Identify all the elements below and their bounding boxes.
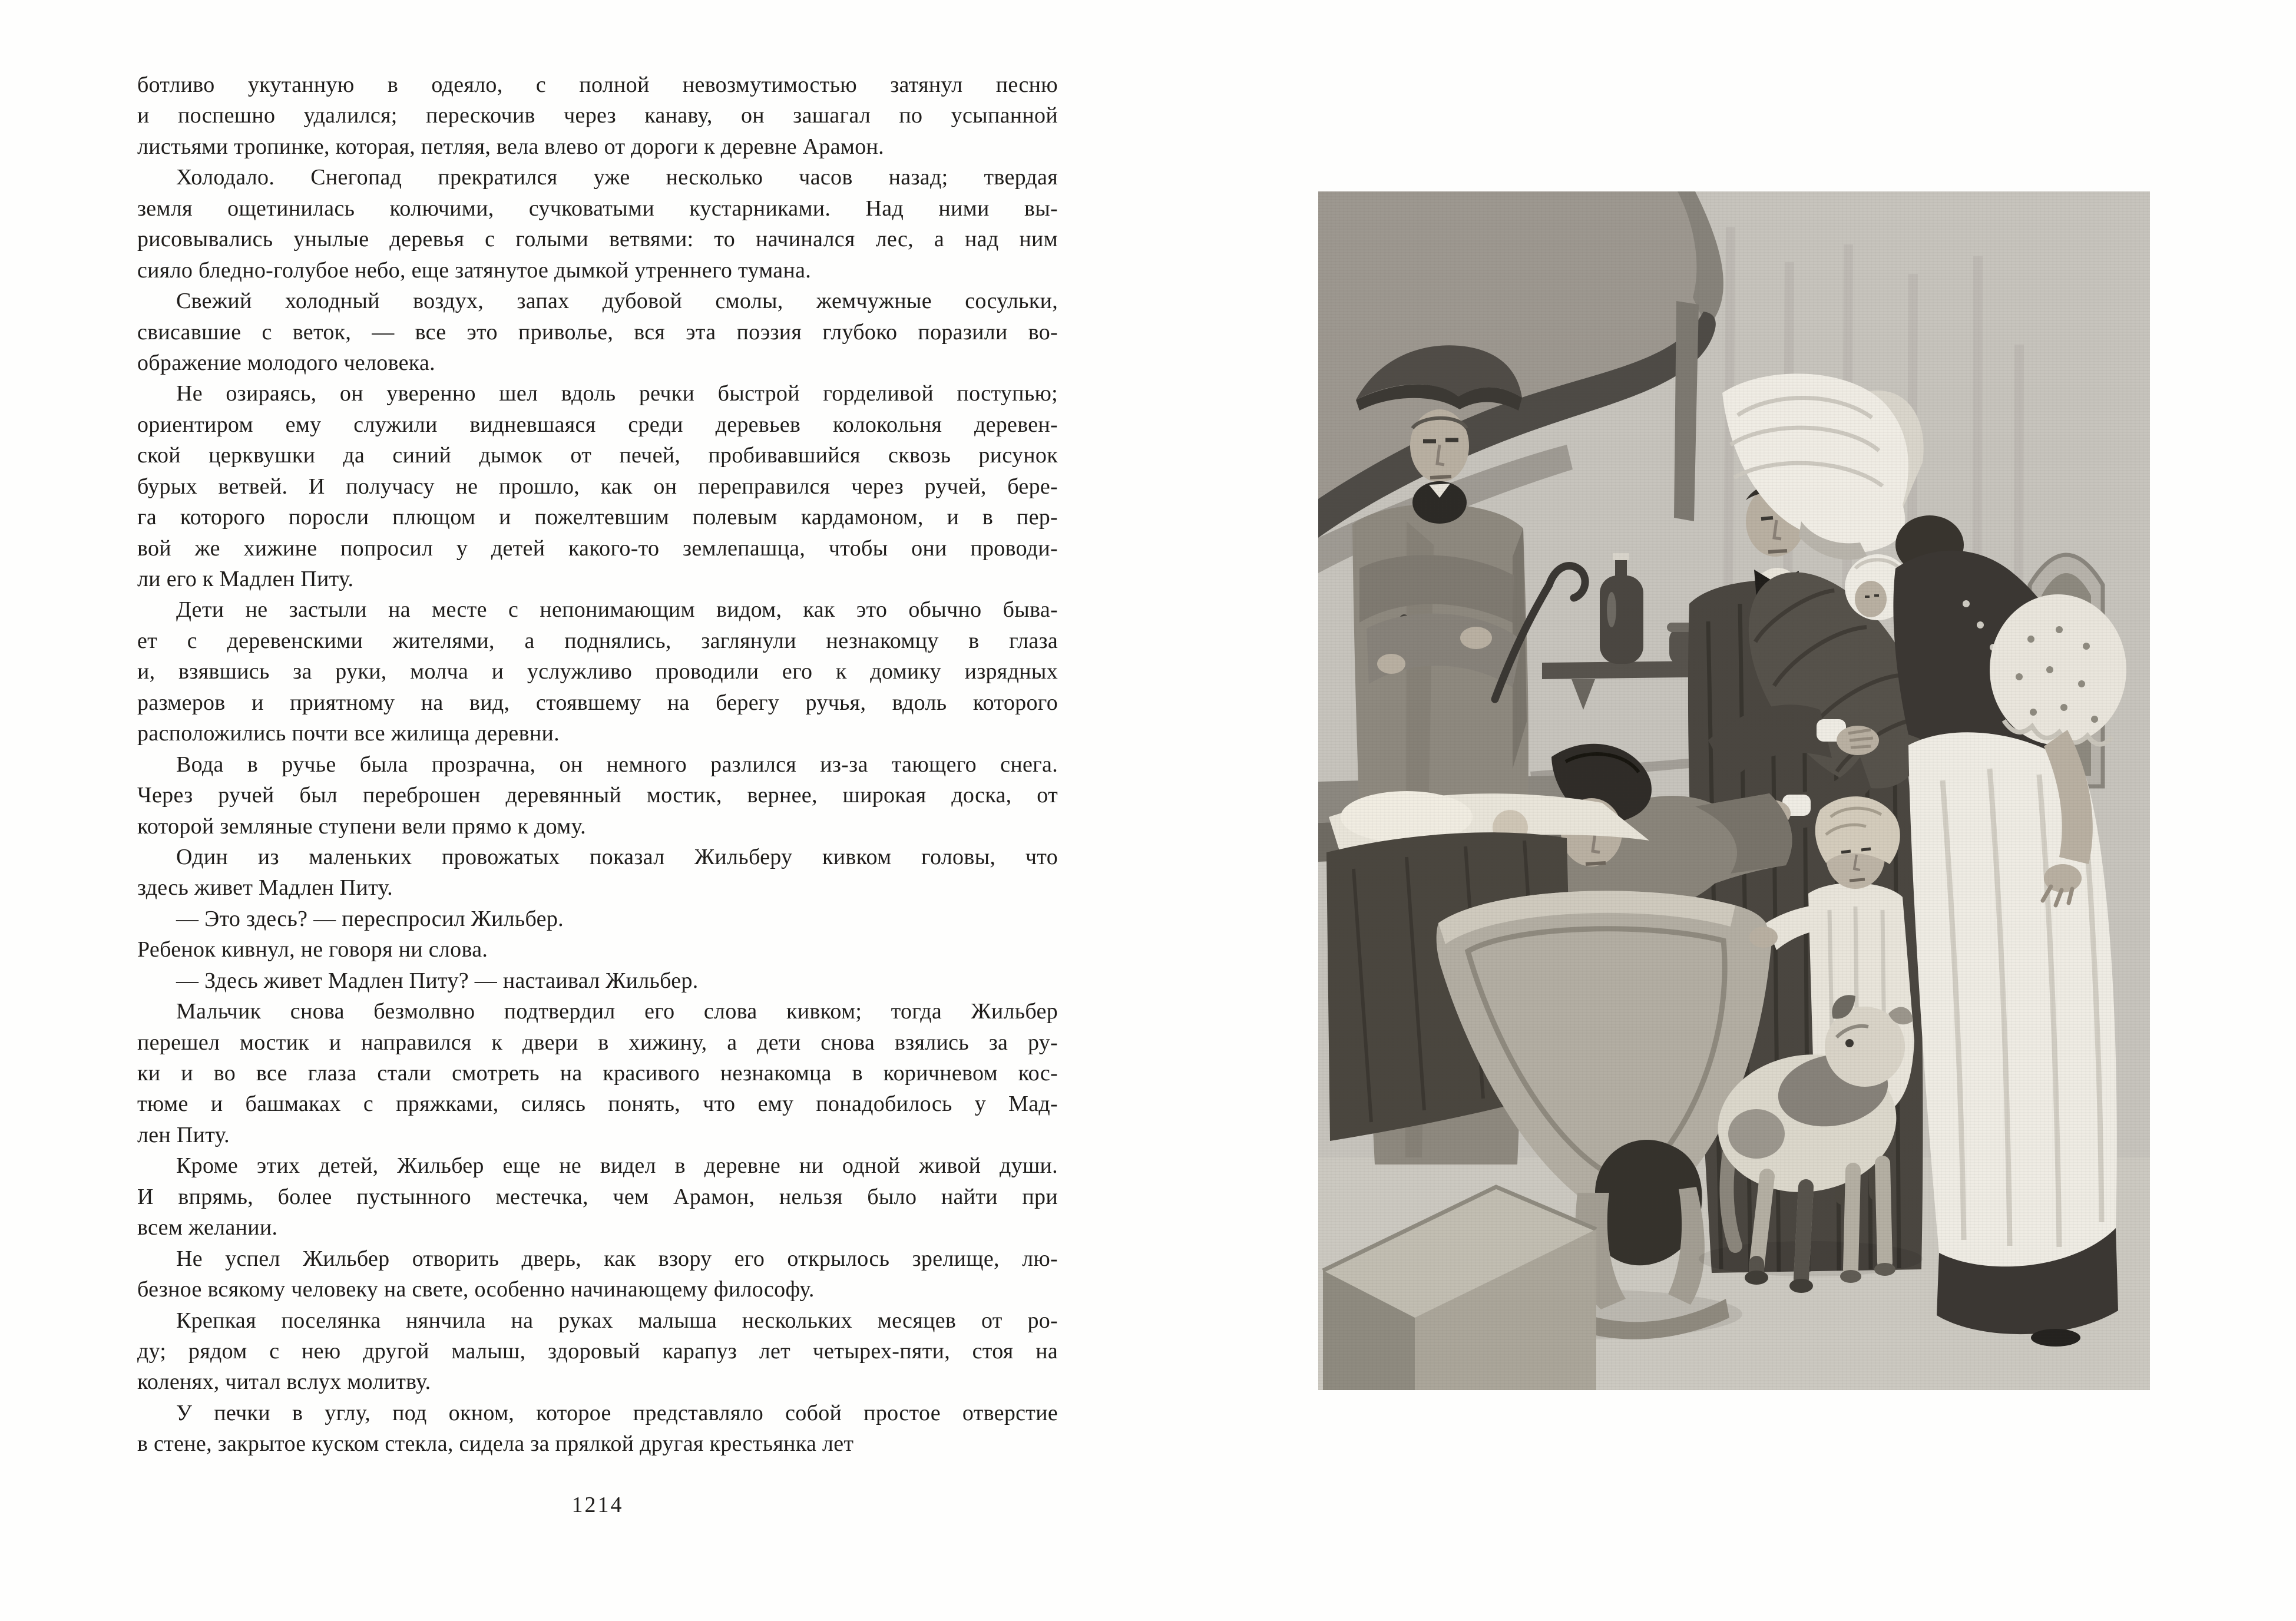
puff-sleeve bbox=[1990, 594, 2126, 745]
text-line: перешел мостик и направился к двери в хижину, а дети снова взялись за ру- bbox=[137, 1030, 1058, 1055]
text-line: ботливо укутанную в одеяло, с полной невозмутимостью затянул песню bbox=[137, 72, 1058, 97]
text-line: ки и во все глаза стали смотреть на красивого незнакомца в коричневом кос- bbox=[137, 1061, 1058, 1086]
text-line: ет с деревенскими жителями, а поднялись, заглянули незнакомцу в глаза bbox=[137, 628, 1058, 653]
paragraph bbox=[137, 1305, 1058, 1398]
text-line: земля ощетинилась колючими, сучковатыми кустарниками. Над ними вы- bbox=[137, 196, 1058, 221]
text-line: ду; рядом с нею другой малыш, здоровый карапуз лет четырех-пяти, стоя на bbox=[137, 1338, 1058, 1364]
paragraph bbox=[137, 594, 1058, 749]
text-line: Кроме этих детей, Жильбер еще не видел в деревне ни одной живой души. bbox=[176, 1153, 1058, 1179]
paragraph bbox=[137, 842, 1058, 904]
text-line: безное всякому человеку на свете, особенно начинающему философу. bbox=[137, 1277, 815, 1302]
paragraph bbox=[137, 378, 1058, 594]
paragraph bbox=[137, 162, 1058, 286]
text-line: листьями тропинке, которая, петляя, вела влево от дороги к деревне Арамон. bbox=[137, 134, 884, 159]
paragraph bbox=[137, 1150, 1058, 1243]
paragraph bbox=[137, 904, 1058, 934]
text-line: коленях, читал вслух молитву. bbox=[137, 1369, 431, 1395]
text-line: в стене, закрытое куском стекла, сидела за прялкой другая крестьянка лет bbox=[137, 1431, 854, 1457]
paragraph bbox=[137, 996, 1058, 1150]
paragraph bbox=[137, 965, 1058, 996]
text-line: рисовывались унылые деревья с голыми ветвями: то начинался лес, а над ним bbox=[137, 227, 1058, 252]
text-line: Вода в ручье была прозрачна, он немного разлился из-за тающего снега. bbox=[176, 752, 1058, 777]
paragraph bbox=[137, 286, 1058, 378]
text-line: сияло бледно-голубое небо, еще затянутое дымкой утреннего тумана. bbox=[137, 257, 812, 283]
text-line: здесь живет Мадлен Питу. bbox=[137, 875, 393, 901]
engraving-cottage-interior bbox=[1318, 191, 2150, 1390]
text-line: ображение молодого человека. bbox=[137, 350, 435, 375]
shoe bbox=[2031, 1329, 2080, 1347]
paragraph bbox=[137, 934, 1058, 965]
text-line: И впрямь, более пустынного местечка, чем Арамон, нельзя было найти при bbox=[137, 1184, 1058, 1209]
text-line: — Это здесь? — переспросил Жильбер. bbox=[176, 906, 564, 931]
text-line: Не успел Жильбер отворить дверь, как взору его открылось зрелище, лю- bbox=[176, 1246, 1058, 1271]
book-illustration bbox=[1318, 191, 2150, 1390]
text-line: тюме и башмаках с пряжками, силясь понять, что ему понадобилось у Мад- bbox=[137, 1091, 1058, 1117]
text-line: размеров и приятному на вид, стоявшему на берегу ручья, вдоль которого bbox=[137, 690, 1058, 715]
text-line: Ребенок кивнул, не говоря ни слова. bbox=[137, 937, 488, 962]
text-line: свисавшие с веток, — все это приволье, вся эта поэзия глубоко поразили во- bbox=[137, 319, 1058, 345]
text-line: всем желании. bbox=[137, 1215, 278, 1240]
text-line: расположились почти все жилища деревни. bbox=[137, 721, 560, 746]
text-line: Свежий холодный воздух, запах дубовой смолы, жемчужные сосульки, bbox=[176, 289, 1058, 314]
text-block bbox=[137, 70, 1058, 1460]
text-line: и, взявшись за руки, молча и услужливо проводили его к домику изрядных bbox=[137, 659, 1058, 684]
paragraph bbox=[137, 1243, 1058, 1305]
text-line: ли его к Мадлен Питу. bbox=[137, 567, 354, 591]
text-line: У печки в углу, под окном, которое представляло собой простое отверстие bbox=[176, 1400, 1058, 1425]
text-line: Не озираясь, он уверенно шел вдоль речки быстрой горделивой поступью; bbox=[176, 381, 1058, 406]
text-line: Крепкая поселянка нянчила на руках малыша нескольких месяцев от ро- bbox=[176, 1308, 1058, 1333]
text-line: Холодало. Снегопад прекратился уже несколько часов назад; твердая bbox=[176, 165, 1058, 190]
text-line: Через ручей был переброшен деревянный мостик, вернее, широкая доска, от bbox=[137, 783, 1058, 808]
text-line: лен Питу. bbox=[137, 1122, 230, 1147]
text-line: га которого поросли плющом и пожелтевшим полевым кардамоном, и в пер- bbox=[137, 505, 1058, 530]
baby-face bbox=[1855, 581, 1887, 617]
text-line: Один из маленьких провожатых показал Жильберу кивком головы, что bbox=[176, 844, 1058, 869]
text-line: ориентиром ему служили видневшаяся среди деревьев колокольня деревен- bbox=[137, 412, 1058, 437]
page-number: 1214 bbox=[571, 1493, 624, 1517]
text-line: которой земляные ступени вели прямо к дому. bbox=[137, 813, 586, 839]
text-line: вой же хижине попросил у детей какого-то землепашца, чтобы они проводи- bbox=[137, 535, 1058, 561]
text-line: бурых ветвей. И получасу не прошло, как он переправился через ручей, бере- bbox=[137, 474, 1058, 499]
paragraph bbox=[137, 749, 1058, 842]
text-line: Мальчик снова безмолвно подтвердил его слова кивком; тогда Жильбер bbox=[176, 999, 1058, 1024]
text-line: ской церквушки да синий дымок от печей, пробивавшийся сквозь рисунок bbox=[137, 443, 1058, 468]
text-line: — Здесь живет Мадлен Питу? — настаивал Жильбер. bbox=[176, 968, 699, 993]
paragraph bbox=[137, 70, 1058, 162]
text-line: Дети не застыли на месте с непонимающим видом, как это обычно быва- bbox=[176, 597, 1058, 623]
paragraph bbox=[137, 1398, 1058, 1460]
text-line: и поспешно удалился; перескочив через канаву, он зашагал по усыпанной bbox=[137, 103, 1058, 128]
